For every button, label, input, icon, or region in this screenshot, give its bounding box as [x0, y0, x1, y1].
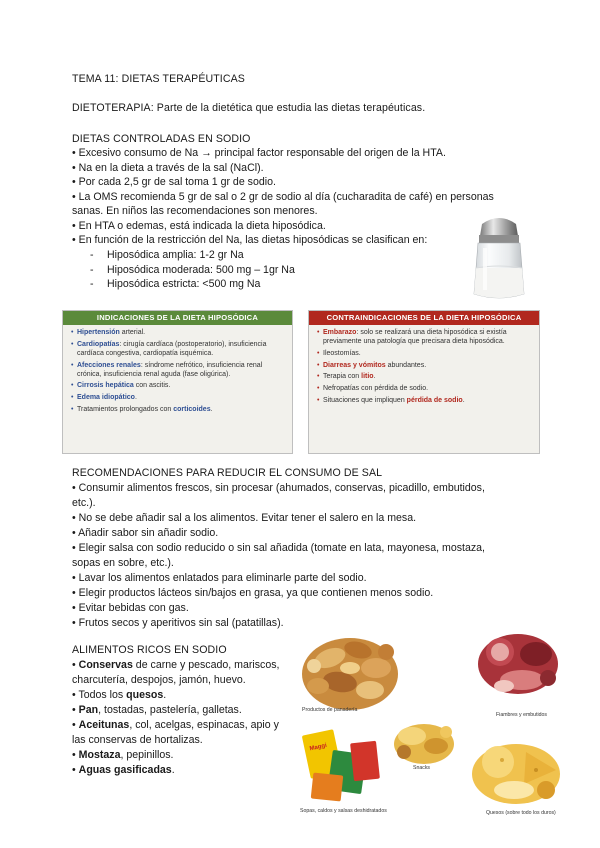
bullet-line: • En función de la restricción del Na, las dietas hiposódicas se clasifican en:: [72, 234, 428, 246]
caption-soups: Sopas, caldos y salsas deshidratados: [300, 808, 387, 814]
caption-cheese: Quesos (sobre todo los duros): [486, 810, 556, 816]
indicaciones-list: [63, 325, 292, 414]
bullet-line: charcutería, despojos, jamón, huevo.: [72, 674, 246, 686]
list-item: • Hipertensión arterial.: [71, 328, 286, 337]
list-item: • Cardiopatías: cirugía cardíaca (postoperatorio), insuficiencia cardíaca congestiva, cardiopatía isquémica.: [71, 340, 286, 358]
salt-shaker-image: [466, 210, 532, 302]
bullet-line: • Excesivo consumo de Na → principal factor responsable del origen de la HTA.: [72, 147, 446, 159]
list-item: • Ileostomías.: [317, 349, 533, 358]
list-item: • Nefropatías con pérdida de sodio.: [317, 384, 533, 393]
bullet-line: • Lavar los alimentos enlatados para eliminarle parte del sodio.: [72, 572, 367, 584]
cheese-image: [472, 744, 560, 804]
sub-dash: -: [90, 278, 94, 290]
list-item: • Terapia con litio.: [317, 372, 533, 381]
list-item: • Embarazo: solo se realizará una dieta hiposódica si existía previamente una patología que precisara dieta hiposódica.: [317, 328, 533, 346]
list-item: • Situaciones que impliquen pérdida de sodio.: [317, 396, 533, 405]
list-item: • Diarreas y vómitos abundantes.: [317, 361, 533, 370]
bullet-line: • Aceitunas, col, acelgas, espinacas, apio y: [72, 719, 279, 731]
list-item: • Afecciones renales: síndrome nefrótico, insuficiencia renal crónica, insuficiencia renal aguda (fase oligúrica).: [71, 361, 286, 379]
dietoterapia-definition: DIETOTERAPIA: Parte de la dietética que estudia las dietas terapéuticas.: [72, 102, 426, 114]
bullet-line: • Por cada 2,5 gr de sal toma 1 gr de sodio.: [72, 176, 276, 188]
sub-item: Hiposódica moderada: 500 mg – 1gr Na: [107, 263, 295, 276]
section-heading-alimentos: ALIMENTOS RICOS EN SODIO: [72, 644, 227, 656]
section-heading-recomendaciones: RECOMENDACIONES PARA REDUCIR EL CONSUMO DE SAL: [72, 467, 383, 479]
indicaciones-header: INDICACIONES DE LA DIETA HIPOSÓDICA: [63, 311, 292, 325]
bullet-line: • Aguas gasificadas.: [72, 764, 175, 776]
section-heading-sodio: DIETAS CONTROLADAS EN SODIO: [72, 133, 251, 145]
caption-bakery: Productos de panadería: [302, 707, 358, 713]
bullet-line: • En HTA o edemas, está indicada la dieta hiposódica.: [72, 219, 326, 232]
bakery-image: [302, 638, 398, 710]
bullet-line: • Elegir productos lácteos sin/bajos en grasa, ya que contienen menos sodio.: [72, 587, 434, 599]
meats-image: [478, 634, 558, 694]
list-item: • Edema idiopático.: [71, 393, 286, 402]
caption-meats: Fiambres y embutidos: [496, 712, 548, 718]
soup-packets-image: [302, 729, 380, 801]
bullet-line: • Consumir alimentos frescos, sin procesar (ahumados, conservas, picadillo, embutidos,: [72, 482, 485, 494]
bullet-line: • Añadir sabor sin añadir sodio.: [72, 527, 219, 539]
sub-item: Hiposódica estricta: <500 mg Na: [107, 278, 261, 290]
list-item: • Tratamientos prolongados con corticoides.: [71, 405, 286, 414]
bullet-line: • La OMS recomienda 5 gr de sal o 2 gr de sodio al día (cucharadita de café) en personas: [72, 190, 494, 203]
contraindicaciones-list: [309, 325, 539, 405]
bullet-line: sanas. En niños las recomendaciones son menores.: [72, 205, 318, 217]
bullet-line: • Elegir salsa con sodio reducido o sin sal añadida (tomate en lata, mayonesa, mostaza,: [72, 542, 485, 554]
bullet-line: sopas en sobre, etc.).: [72, 557, 174, 569]
bullet-line: • Frutos secos y aperitivos sin sal (patatillas).: [72, 617, 284, 629]
bullet-line: etc.).: [72, 497, 96, 509]
bullet-line: • Conservas de carne y pescado, mariscos,: [72, 659, 280, 671]
bullet-line: • Mostaza, pepinillos.: [72, 749, 174, 761]
caption-snacks: Snacks: [413, 765, 431, 771]
sodium-foods-collage: [300, 624, 562, 820]
list-item: • Cirrosis hepática con ascitis.: [71, 381, 286, 390]
snacks-image: [394, 724, 454, 764]
bullet-line: las conservas de hortalizas.: [72, 734, 203, 746]
sub-dash: -: [90, 249, 94, 261]
bullet-line: • Na en la dieta a través de la sal (NaCl).: [72, 161, 264, 174]
soup-pack-label: Maggi: [309, 742, 328, 753]
contraindicaciones-header: CONTRAINDICACIONES DE LA DIETA HIPOSÓDICA: [309, 311, 539, 325]
sub-item: Hiposódica amplia: 1-2 gr Na: [107, 249, 244, 261]
indicaciones-panel: [62, 310, 293, 454]
sub-dash: -: [90, 263, 94, 276]
bullet-line: • No se debe añadir sal a los alimentos. Evitar tener el salero en la mesa.: [72, 512, 417, 524]
page-title: TEMA 11: DIETAS TERAPÉUTICAS: [72, 73, 245, 85]
bullet-line: • Todos los quesos.: [72, 689, 167, 701]
bullet-line: • Evitar bebidas con gas.: [72, 602, 189, 614]
bullet-line: • Pan, tostadas, pastelería, galletas.: [72, 704, 242, 716]
contraindicaciones-panel: [308, 310, 540, 454]
